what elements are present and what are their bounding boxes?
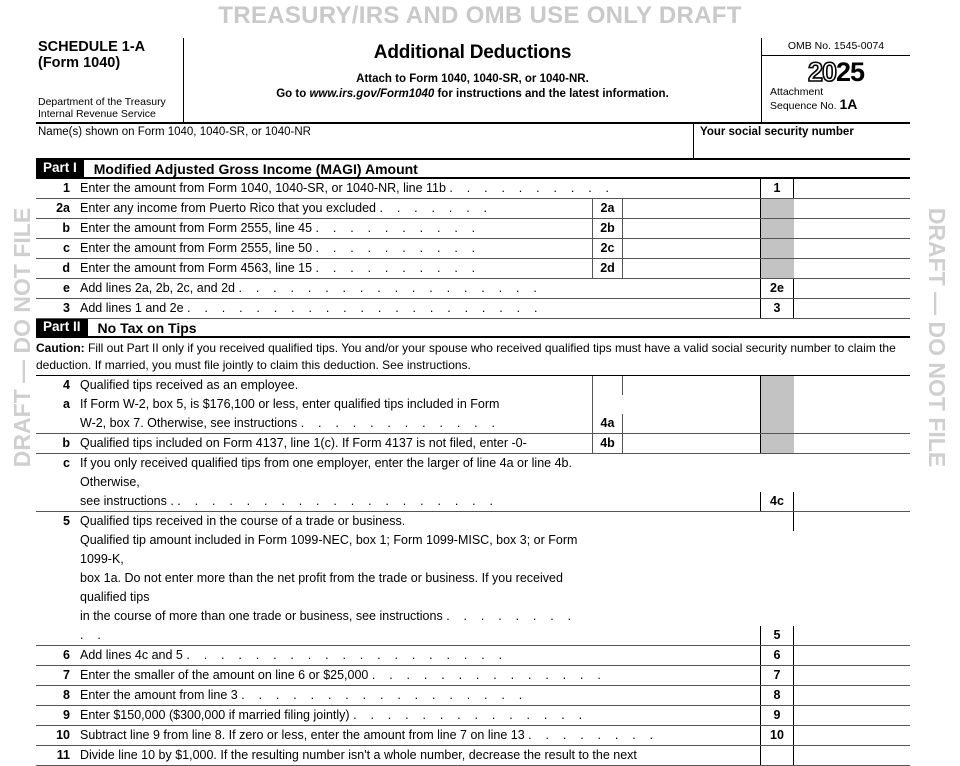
form-identity-block — [36, 38, 184, 122]
line-label: Enter any income from Puerto Rico that you excluded — [80, 201, 376, 215]
line-label-part3: in the course of more than one trade or business, see instructions — [80, 609, 443, 623]
shaded-spacer — [760, 239, 794, 258]
line-text — [80, 454, 592, 511]
taxpayer-identity-row — [36, 124, 910, 160]
leader-dots: . . . . . . . . . . — [315, 241, 481, 255]
line-label: Enter $150,000 ($300,000 if married filing jointly) — [80, 708, 350, 722]
answer-line-number: 10 — [760, 726, 794, 745]
line-text: Divide line 10 by $1,000. If the resulting number isn't a whole number, decrease the result to the next — [80, 748, 637, 762]
amount-input[interactable] — [794, 179, 910, 198]
leader-dots: . . . . . . . . . . — [449, 181, 615, 195]
line-label: Subtract line 9 from line 8. If zero or less, enter the amount from line 7 on line 13 — [80, 728, 525, 742]
answer-line-number: 1 — [760, 179, 794, 198]
line-text — [80, 199, 592, 218]
sub-amount-cell — [592, 219, 760, 238]
shaded-spacer — [760, 259, 794, 278]
line-number: 6 — [63, 648, 70, 662]
amount-input[interactable] — [794, 199, 910, 218]
agency-line-treasury: Department of the Treasury — [38, 96, 166, 108]
amount-input[interactable] — [794, 512, 910, 531]
leader-dots: . . . . . . . . . . . . . . . . . . . — [177, 494, 499, 508]
left-draft-watermark-text: DRAFT — DO NOT FILE — [9, 207, 36, 467]
table-row — [36, 706, 910, 726]
line-label: Add lines 4c and 5 — [80, 648, 183, 662]
line-label-part2: W-2, box 7. Otherwise, see instructions — [80, 416, 298, 430]
line-label-part1: Qualified tip amount included in Form 1099-NEC, box 1; Form 1099-MISC, box 3; or Form 1099-K, — [80, 533, 578, 566]
amount-input[interactable] — [794, 279, 910, 298]
line-text: Qualified tips received in the course of a trade or business. — [80, 514, 406, 528]
line-label: Enter the amount from Form 4563, line 15 — [80, 261, 313, 275]
ssn-field[interactable] — [694, 124, 910, 158]
sub-line-number: 2c — [593, 239, 623, 258]
line-number: 7 — [63, 668, 70, 682]
amount-input[interactable] — [794, 434, 910, 453]
table-row — [36, 531, 910, 646]
amount-input[interactable] — [794, 746, 910, 765]
line-label: Enter the amount from Form 1040, 1040-SR, or 1040-NR, line 11b — [80, 181, 446, 195]
attachment-sequence-label: Sequence No. — [770, 99, 840, 112]
amount-input[interactable] — [794, 395, 910, 433]
amount-input[interactable] — [794, 376, 910, 395]
line-number: 2a — [56, 201, 70, 215]
ssn-label: Your social security number — [700, 126, 854, 138]
leader-dots: . . . . . . . . . . . . — [300, 416, 501, 430]
sub-amount-input[interactable] — [623, 376, 760, 395]
sub-line-number: 2a — [593, 199, 623, 218]
line-number: c — [63, 456, 70, 470]
right-draft-watermark — [914, 0, 960, 674]
caution-text: Fill out Part II only if you received qualified tips. You and/or your spouse who received qualified tips must have a valid social security number to claim the deduction. If married, you must file jointly to claim this deduction. See instructions. — [36, 341, 896, 372]
amount-input[interactable] — [794, 726, 910, 745]
leader-dots: . . . . . . . . . . . . . . . . . . . . . — [187, 301, 543, 315]
line-text — [80, 666, 760, 685]
amount-input[interactable] — [794, 219, 910, 238]
agency-line-irs: Internal Revenue Service — [38, 108, 156, 120]
sub-amount-spacer — [592, 512, 760, 531]
sub-amount-cell — [592, 395, 760, 433]
answer-line-number — [760, 746, 794, 765]
answer-line-number: 7 — [760, 666, 794, 685]
leader-dots: . . . . . . . . . . . . . . — [353, 708, 588, 722]
leader-dots: . . . . . . . . . . — [315, 261, 481, 275]
tax-year — [762, 58, 910, 87]
sub-line-number: 2d — [593, 259, 623, 278]
answer-line-number: 6 — [760, 646, 794, 665]
leader-dots: . . . . . . . . . . . . . . . . . . . — [186, 648, 508, 662]
line-text — [80, 726, 760, 745]
sub-line-number: 4b — [593, 434, 623, 453]
amount-input[interactable] — [794, 299, 910, 318]
goto-prefix: Go to — [276, 88, 310, 100]
table-row — [36, 219, 910, 239]
part1-banner — [36, 160, 910, 179]
taxpayer-name-field[interactable] — [36, 124, 694, 158]
taxpayer-name-label: Name(s) shown on Form 1040, 1040-SR, or 1040-NR — [38, 126, 311, 138]
attachment-sequence-number: 1A — [839, 95, 858, 112]
line-number: 11 — [56, 748, 70, 762]
table-row — [36, 199, 910, 219]
leader-dots: . . . . . . . . . . — [315, 221, 481, 235]
table-row — [36, 646, 910, 666]
amount-input[interactable] — [794, 706, 910, 725]
sub-amount-input[interactable] — [623, 395, 760, 433]
amount-input[interactable] — [794, 239, 910, 258]
part2-badge: Part II — [36, 319, 88, 336]
sub-line-number — [593, 376, 623, 395]
shaded-spacer — [760, 434, 794, 453]
line-number: d — [62, 261, 70, 275]
table-row — [36, 746, 910, 766]
table-row — [36, 179, 910, 199]
omb-number: OMB No. 1545-0074 — [762, 38, 910, 56]
leader-dots: . . . . . . . . . . — [80, 609, 577, 642]
line-text — [80, 219, 592, 238]
answer-line-number: 2e — [760, 279, 794, 298]
tax-year-century: 20 — [807, 57, 836, 87]
line-text: Qualified tips included on Form 4137, line 1(c). If Form 4137 is not filed, enter -0- — [80, 436, 527, 450]
line-number: 8 — [63, 688, 70, 702]
leader-dots: . . . . . . . . . . . . . . — [371, 668, 607, 682]
goto-instruction — [184, 88, 761, 100]
form-header — [36, 38, 910, 124]
irs-url-link[interactable]: www.irs.gov/Form1040 — [309, 88, 435, 100]
shaded-spacer — [760, 376, 794, 395]
sub-amount-input[interactable] — [623, 199, 760, 218]
omb-block — [762, 38, 910, 122]
line-text — [80, 531, 592, 645]
answer-line-number: 5 — [760, 626, 794, 645]
line-text — [80, 239, 592, 258]
line-number: 5 — [63, 514, 70, 528]
caution-label: Caution: — [36, 341, 85, 355]
table-row — [36, 299, 910, 319]
tax-year-block — [762, 56, 910, 112]
line-number: c — [63, 241, 70, 255]
table-row — [36, 259, 910, 279]
table-row — [36, 666, 910, 686]
table-row — [36, 434, 910, 454]
table-row — [36, 239, 910, 259]
line-label: Add lines 1 and 2e — [80, 301, 184, 315]
line-number: 3 — [63, 301, 70, 315]
amount-input[interactable] — [794, 259, 910, 278]
line-text — [80, 646, 760, 665]
part1-badge: Part I — [36, 160, 84, 177]
amount-input[interactable] — [794, 531, 910, 645]
line-number: 1 — [63, 181, 70, 195]
schedule-title-line1: SCHEDULE 1-A — [38, 39, 146, 55]
shaded-spacer — [760, 395, 794, 433]
table-row — [36, 279, 910, 299]
leader-dots: . . . . . . . . . . . . . . . . . — [241, 688, 528, 702]
line-number: a — [63, 397, 70, 411]
form-title-block — [184, 38, 762, 122]
line-text — [80, 706, 760, 725]
sub-amount-cell — [592, 239, 760, 258]
amount-input[interactable] — [794, 646, 910, 665]
shaded-spacer — [760, 199, 794, 218]
part2-heading: No Tax on Tips — [97, 319, 197, 336]
tax-year-digits: 25 — [836, 57, 865, 87]
part1-heading: Modified Adjusted Gross Income (MAGI) Amount — [93, 160, 418, 177]
attachment-sequence-block — [762, 87, 910, 112]
shaded-spacer — [760, 219, 794, 238]
top-draft-watermark: TREASURY/IRS AND OMB USE ONLY DRAFT — [218, 2, 742, 29]
right-draft-watermark-text: DRAFT — DO NOT FILE — [924, 207, 951, 467]
tax-form-sheet — [36, 38, 910, 762]
line-label-part1: If you only received qualified tips from one employer, enter the larger of line 4a or line 4b. Otherwise, — [80, 456, 572, 489]
sub-amount-cell — [592, 199, 760, 218]
schedule-title — [38, 40, 179, 71]
leader-dots: . . . . . . . . . . . . . . . . . . — [238, 281, 543, 295]
line-text — [80, 279, 760, 298]
table-row — [36, 395, 910, 434]
sub-amount-cell — [592, 376, 760, 395]
line-text — [80, 686, 760, 705]
line-label: Add lines 2a, 2b, 2c, and 2d — [80, 281, 235, 295]
sub-amount-input[interactable] — [623, 219, 760, 238]
line-label-part1: If Form W-2, box 5, is $176,100 or less, enter qualified tips included in Form — [80, 397, 500, 411]
schedule-title-line2: (Form 1040) — [38, 54, 121, 71]
answer-line-number: 4c — [760, 492, 794, 511]
amount-input[interactable] — [794, 666, 910, 685]
sub-amount-input[interactable] — [623, 434, 760, 453]
sub-amount-cell — [592, 434, 760, 453]
agency-block — [38, 96, 179, 122]
table-row — [36, 726, 910, 746]
table-row — [36, 454, 910, 512]
line-label: Enter the amount from Form 2555, line 50 — [80, 241, 313, 255]
answer-line-number: 3 — [760, 299, 794, 318]
line-number — [36, 531, 80, 645]
amount-input[interactable] — [794, 686, 910, 705]
line-number: b — [62, 221, 70, 235]
line-text — [80, 395, 592, 433]
line-label-part2: see instructions . — [80, 494, 174, 508]
sub-amount-input[interactable] — [623, 239, 760, 258]
sub-line-number: 4a — [593, 414, 623, 433]
answer-line-number: 9 — [760, 706, 794, 725]
answer-line-number: 8 — [760, 686, 794, 705]
line-label-part2: box 1a. Do not enter more than the net profit from the trade or business. If you received qualified tips — [80, 571, 563, 604]
line-text — [80, 299, 760, 318]
table-row — [36, 376, 910, 395]
line-label: Enter the smaller of the amount on line 6 or $25,000 — [80, 668, 369, 682]
part2-banner — [36, 319, 910, 338]
line-text: Qualified tips received as an employee. — [80, 378, 299, 392]
sub-line-number: 2b — [593, 219, 623, 238]
line-number: b — [62, 436, 70, 450]
line-number: 10 — [56, 728, 70, 742]
table-row — [36, 512, 910, 531]
attachment-label: Attachment — [770, 86, 824, 98]
line-label: Enter the amount from line 3 — [80, 688, 238, 702]
sub-amount-input[interactable] — [623, 259, 760, 278]
sub-amount-spacer — [592, 454, 760, 511]
sub-amount-spacer — [592, 531, 760, 645]
line-number: 4 — [63, 378, 70, 392]
attach-instruction: Attach to Form 1040, 1040-SR, or 1040-NR. — [356, 73, 589, 85]
line-number: e — [63, 281, 70, 295]
answer-line-number — [760, 512, 794, 531]
line-text — [80, 179, 760, 198]
sub-amount-cell — [592, 259, 760, 278]
line-text — [80, 259, 592, 278]
table-row — [36, 686, 910, 706]
line-number: 9 — [63, 708, 70, 722]
amount-input[interactable] — [794, 454, 910, 511]
caution-note — [36, 338, 910, 376]
line-label: Enter the amount from Form 2555, line 45 — [80, 221, 313, 235]
page-title: Additional Deductions — [373, 42, 572, 63]
leader-dots: . . . . . . . — [379, 201, 493, 215]
goto-suffix: for instructions and the latest information. — [434, 88, 669, 100]
leader-dots: . . . . . . . . — [528, 728, 659, 742]
